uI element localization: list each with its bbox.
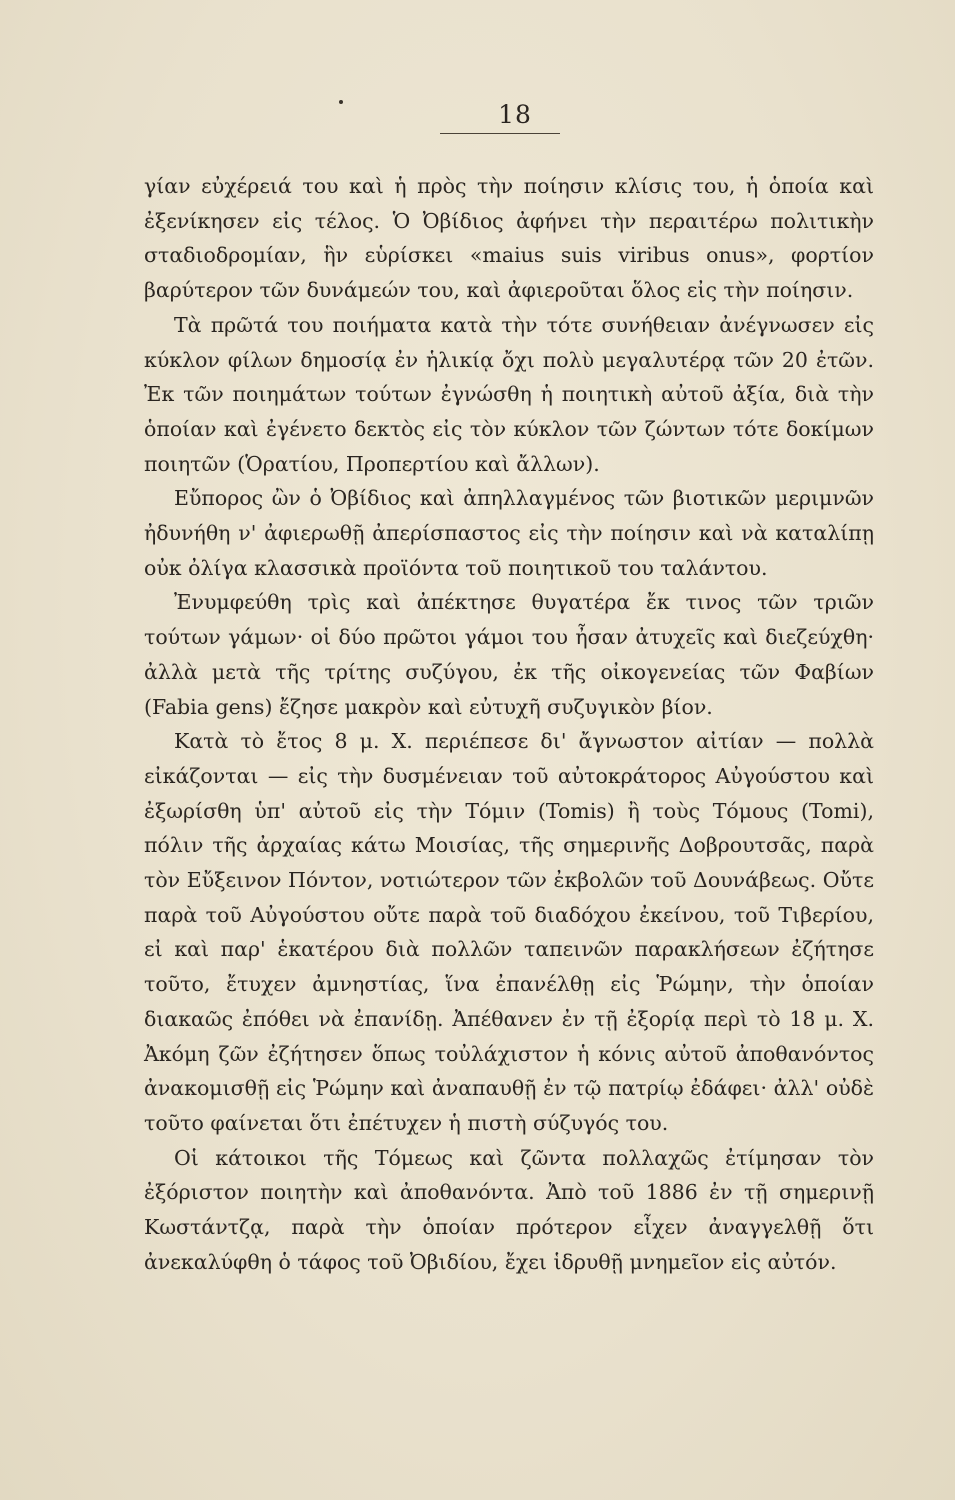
print-speck [339,100,343,104]
paragraph-1: γίαν εὐχέρειά του καὶ ἡ πρὸς τὴν ποίησιν κλίσις του, ἡ ὁποία καὶ ἐξενίκησεν εἰς τέλος. Ὁ Ὀβίδιος ἀφήνει τὴν περαιτέρω πολιτικὴν σταδιοδρομίαν, ἣν εὑρίσκει «maius suis viribus onus», φορτίον βαρύτερον τῶν δυνάμεών του, καὶ ἀφιεροῦται ὅλος εἰς τὴν ποίησιν. [144,174,874,303]
paragraph-4: Ἐνυμφεύθη τρὶς καὶ ἀπέκτησε θυγατέρα ἔκ τινος τῶν τριῶν τούτων γάμων· οἱ δύο πρῶτοι γάμοι του ἦσαν ἀτυχεῖς καὶ διεζεύχθη· ἀλλὰ μετὰ τῆς τρίτης συζύγου, ἐκ τῆς οἰκογενείας τῶν Φαβίων (Fabia gens) ἔζησε μακρὸν καὶ εὐτυχῆ συζυγικὸν βίον. [144,590,874,719]
page-number: 18 [498,100,532,129]
paragraph-3: Εὔπορος ὢν ὁ Ὀβίδιος καὶ ἀπηλλαγμένος τῶν βιοτικῶν μεριμνῶν ἠδυνήθη ν' ἀφιερωθῇ ἀπερίσπαστος εἰς τὴν ποίησιν καὶ νὰ καταλίπῃ οὐκ ὀλίγα κλασσικὰ προϊόντα τοῦ ποιητικοῦ του ταλάντου. [144,486,874,580]
paragraph-2: Τὰ πρῶτά του ποιήματα κατὰ τὴν τότε συνήθειαν ἀνέγνωσεν εἰς κύκλον φίλων δημοσίᾳ ἐν ἡλικίᾳ ὄχι πολὺ μεγαλυτέρᾳ τῶν 20 ἐτῶν. Ἐκ τῶν ποιημάτων τούτων ἐγνώσθη ἡ ποιητικὴ αὐτοῦ ἀξία, διὰ τὴν ὁποίαν καὶ ἐγένετο δεκτὸς εἰς τὸν κύκλον τῶν ζώντων τότε δοκίμων ποιητῶν (Ὁρατίου, Προπερτίου καὶ ἄλλων). [144,312,874,476]
paragraph-6: Οἱ κάτοικοι τῆς Τόμεως καὶ ζῶντα πολλαχῶς ἐτίμησαν τὸν ἐξόριστον ποιητὴν καὶ ἀποθανόντα. Ἀπὸ τοῦ 1886 ἐν τῇ σημερινῇ Κωστάντζᾳ, παρὰ τὴν ὁποίαν πρότερον εἶχεν ἀναγγελθῇ ὅτι ἀνεκαλύφθη ὁ τάφος τοῦ Ὀβιδίου, ἔχει ἱδρυθῇ μνημεῖον εἰς αὐτόν. [144,1145,874,1274]
paragraph-5: Κατὰ τὸ ἔτος 8 μ. Χ. περιέπεσε δι' ἄγνωστον αἰτίαν — πολλὰ εἰκάζονται — εἰς τὴν δυσμένειαν τοῦ αὐτοκράτορος Αὐγούστου καὶ ἐξωρίσθη ὑπ' αὐτοῦ εἰς τὴν Τόμιν (Tomis) ἢ τοὺς Τόμους (Tomi), πόλιν τῆς ἀρχαίας κάτω Μοισίας, τῆς σημερινῆς Δοβρουτσᾶς, παρὰ τὸν Εὔξεινον Πόντον, νοτιώτερον τῶν ἐκβολῶν τοῦ Δουνάβεως. Οὔτε παρὰ τοῦ Αὐγούστου οὔτε παρὰ τοῦ διαδόχου ἐκείνου, τοῦ Τιβερίου, εἰ καὶ παρ' ἑκατέρου διὰ πολλῶν ταπεινῶν παρακλήσεων ἐζήτησε τοῦτο, ἔτυχεν ἀμνηστίας, ἵνα ἐπανέλθῃ εἰς Ῥώμην, τὴν ὁποίαν διακαῶς ἐπόθει νὰ ἐπανίδῃ. Ἀπέθανεν ἐν τῇ ἐξορίᾳ περὶ τὸ 18 μ. Χ. Ἀκόμη ζῶν ἐζήτησεν ὅπως τοὐλάχιστον ἡ κόνις αὐτοῦ ἀποθανόντος ἀνακομισθῇ εἰς Ῥώμην καὶ ἀναπαυθῇ ἐν τῷ πατρίῳ ἐδάφει· ἀλλ' οὐδὲ τοῦτο φαίνεται ὅτι ἐπέτυχεν ἡ πιστὴ σύζυγός του. [144,729,874,1135]
body-text [144,169,874,1280]
page-number-rule [440,133,560,134]
